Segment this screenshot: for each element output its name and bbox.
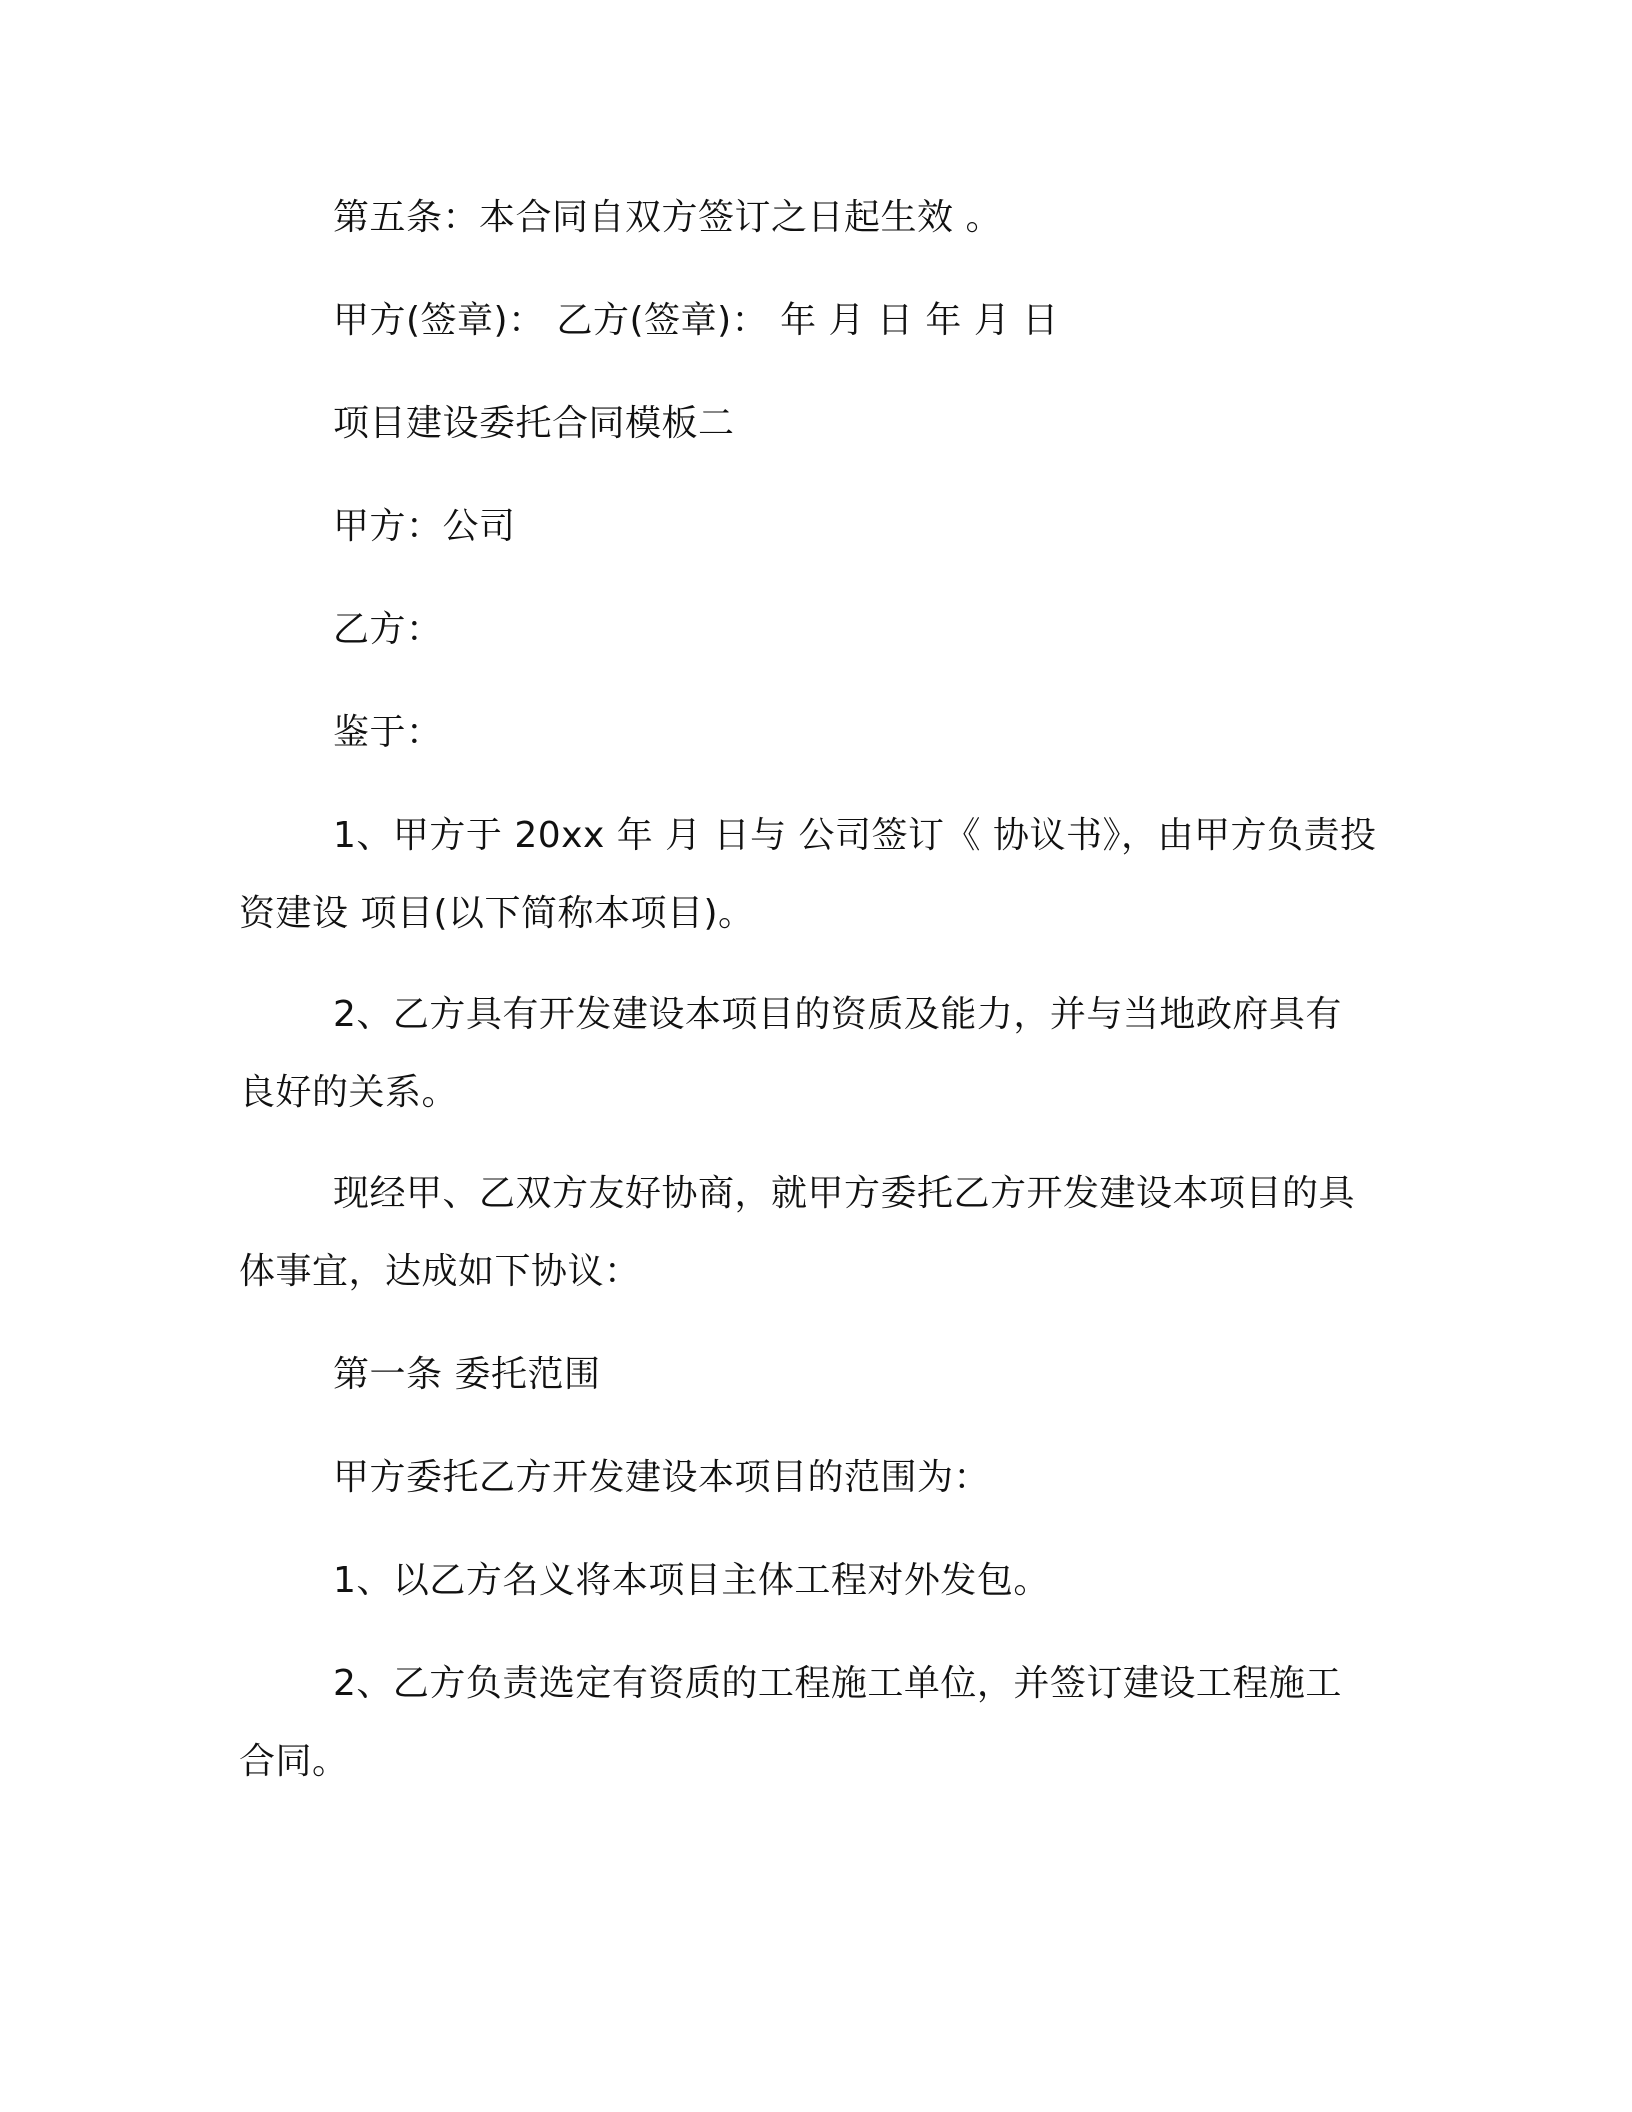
template-title: 项目建设委托合同模板二 [333, 403, 735, 444]
agreement-intro-line-1: 现经甲、乙双方友好协商，就甲方委托乙方开发建设本项目的具 [333, 1173, 1356, 1214]
agreement-intro-line-2: 体事宜，达成如下协议： [239, 1251, 641, 1292]
scope-item-2-line-2: 合同。 [239, 1741, 349, 1782]
party-b-line: 乙方： [333, 609, 443, 650]
article-1-heading: 第一条 委托范围 [333, 1354, 601, 1395]
scope-item-2-line-1: 2、乙方负责选定有资质的工程施工单位，并签订建设工程施工 [333, 1663, 1342, 1704]
recital-1-line-1: 1、甲方于 20xx 年 月 日与 公司签订《 协议书》，由甲方负责投 [333, 815, 1377, 856]
whereas-heading: 鉴于： [333, 712, 443, 753]
scope-item-1: 1、以乙方名义将本项目主体工程对外发包。 [333, 1560, 1050, 1601]
party-a-line: 甲方：公司 [333, 506, 516, 547]
recital-1-line-2: 资建设 项目(以下简称本项目)。 [239, 893, 755, 934]
recital-2-line-1: 2、乙方具有开发建设本项目的资质及能力，并与当地政府具有 [333, 994, 1342, 1035]
scope-intro: 甲方委托乙方开发建设本项目的范围为： [333, 1457, 991, 1498]
article-5-effective-clause: 第五条：本合同自双方签订之日起生效 。 [333, 197, 1002, 238]
recital-2-line-2: 良好的关系。 [239, 1072, 459, 1113]
signature-line: 甲方(签章)： 乙方(签章)： 年 月 日 年 月 日 [333, 300, 1059, 341]
